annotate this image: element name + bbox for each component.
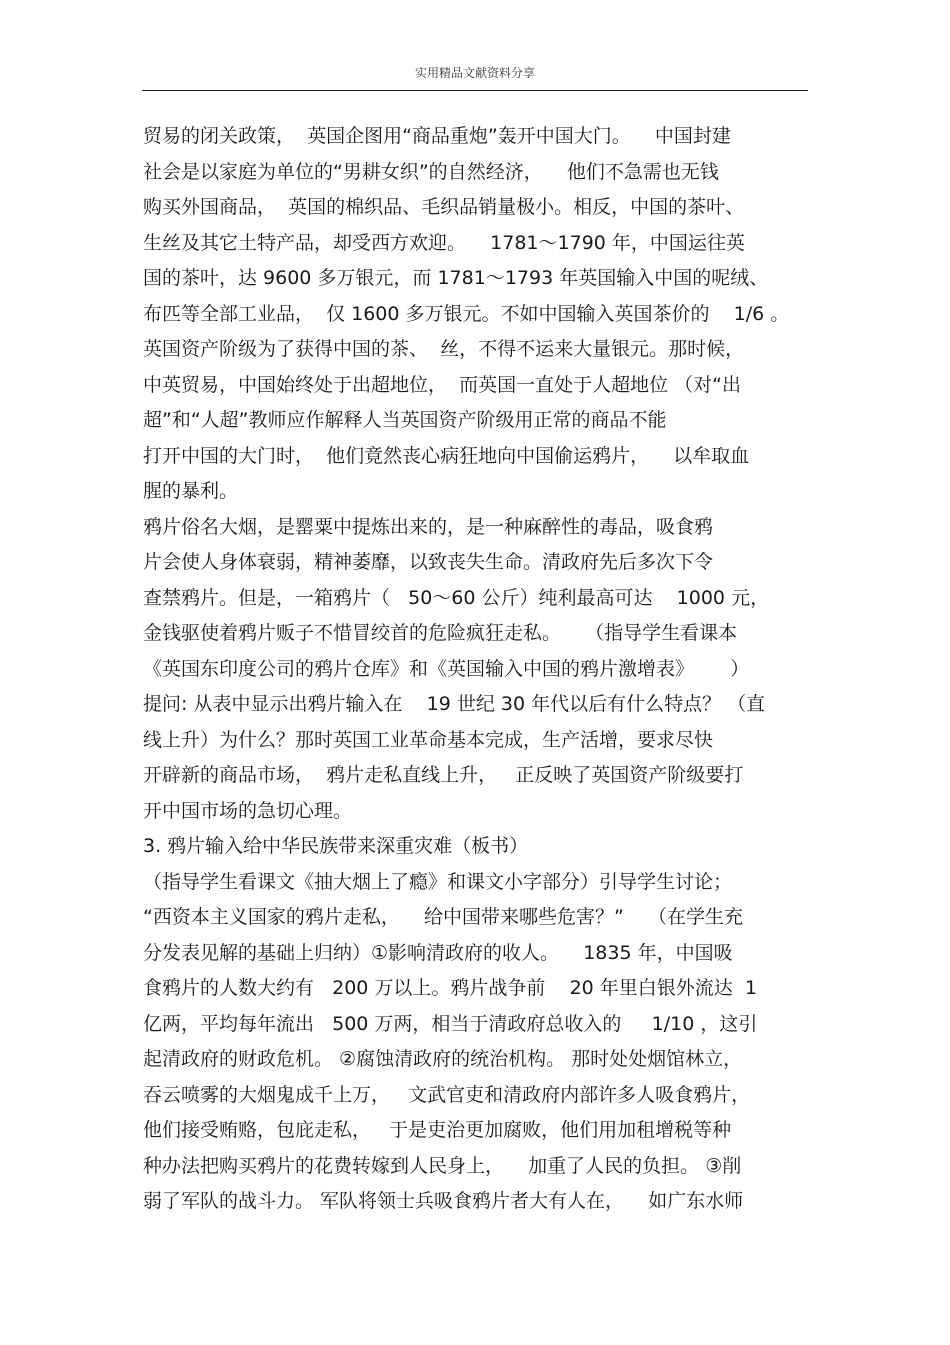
- body-text-line: 开中国市场的急切心理。: [143, 799, 353, 822]
- body-text-line: 开辟新的商品市场， 鸦片走私直线上升， 正反映了英国资产阶级要打: [143, 764, 744, 786]
- body-text-line: “西资本主义国家的鸦片走私， 给中国带来哪些危害？” （在学生充: [143, 906, 744, 928]
- body-text-line: 提问: 从表中显示出鸦片输入在 19 世纪 30 年代以后有什么特点？ （直: [143, 693, 766, 715]
- body-text-line: 亿两，平均每年流出 500 万两，相当于清政府总收入的 1/10 ，这引: [143, 1012, 758, 1035]
- body-text-line: 打开中国的大门时， 他们竟然丧心病狂地向中国偷运鸦片， 以牟取血: [143, 444, 750, 467]
- body-text-line: 超”和“人超”教师应作解释人当英国资产阶级用正常的商品不能: [143, 409, 667, 431]
- body-text-line: 食鸦片的人数大约有 200 万以上。鸦片战争前 20 年里白银外流达 1: [143, 977, 757, 999]
- body-text-line: （指导学生看课文《抽大烟上了瘾》和课文小字部分）引导学生讨论；: [143, 870, 733, 893]
- body-text-line: 查禁鸦片。但是，一箱鸦片（ 50～60 公斤）纯利最高可达 1000 元，: [143, 586, 770, 609]
- body-text-line: 3. 鸦片输入给中华民族带来深重灾难（板书）: [143, 835, 529, 857]
- body-text-line: 金钱驱使着鸦片贩子不惜冒绞首的危险疯狂走私。 （指导学生看课本: [143, 622, 738, 644]
- body-text-line: 生丝及其它土特产品，却受西方欢迎。 1781～1790 年，中国运往英: [143, 231, 745, 254]
- body-text-line: 分发表见解的基础上归纳）①影响清政府的收人。 1835 年，中国吸: [143, 941, 733, 964]
- document-body: [143, 119, 813, 1220]
- body-text-line: 腥的暴利。: [143, 480, 239, 502]
- body-text-line: 鸦片俗名大烟，是罂粟中提炼出来的，是一种麻醉性的毒品，吸食鸦: [143, 515, 714, 538]
- header-divider: [142, 90, 808, 91]
- body-text-line: 线上升）为什么？那时英国工业革命基本完成，生产活增，要求尽快: [143, 728, 714, 751]
- body-text-line: 英国资产阶级为了获得中国的茶、 丝，不得不运来大量银元。那时候，: [143, 338, 745, 360]
- body-text-line: 国的茶叶，达 9600 多万银元，而 1781～1793 年英国输入中国的呢绒、: [143, 267, 769, 289]
- body-text-line: 贸易的闭关政策， 英国企图用“商品重炮”轰开中国大门。 中国封建: [143, 125, 731, 147]
- body-text-line: 起清政府的财政危机。 ②腐蚀清政府的统治机构。 那时处处烟馆林立，: [143, 1048, 743, 1070]
- body-text-line: 社会是以家庭为单位的“男耕女织”的自然经济， 他们不急需也无钱: [143, 160, 719, 183]
- body-text-line: 弱了军队的战斗力。 军队将领士兵吸食鸦片者大有人在， 如广东水师: [143, 1190, 744, 1212]
- body-text-line: 片会使人身体衰弱，精神萎靡，以致丧失生命。清政府先后多次下令: [143, 551, 714, 573]
- body-text-line: 种办法把购买鸦片的花费转嫁到人民身上， 加重了人民的负担。 ③削: [143, 1154, 742, 1177]
- body-text-line: 《英国东印度公司的鸦片仓库》和《英国输入中国的鸦片激增表》 ）: [143, 657, 750, 680]
- body-text-line: 吞云喷雾的大烟鬼成千上万， 文武官吏和清政府内部许多人吸食鸦片，: [143, 1083, 751, 1106]
- body-text-line: 购买外国商品， 英国的棉织品、毛织品销量极小。相反，中国的茶叶、: [143, 196, 745, 218]
- body-text-line: 布匹等全部工业品， 仅 1600 多万银元。不如中国输入英国茶价的 1/6 。: [143, 302, 790, 325]
- body-text-line: 中英贸易，中国始终处于出超地位， 而英国一直处于人超地位 （对“出: [143, 373, 741, 396]
- body-text-line: 他们接受贿赂，包庇走私， 于是吏治更加腐败，他们用加租增税等种: [143, 1119, 732, 1141]
- page-header-title: 实用精品文献资料分享: [414, 66, 535, 80]
